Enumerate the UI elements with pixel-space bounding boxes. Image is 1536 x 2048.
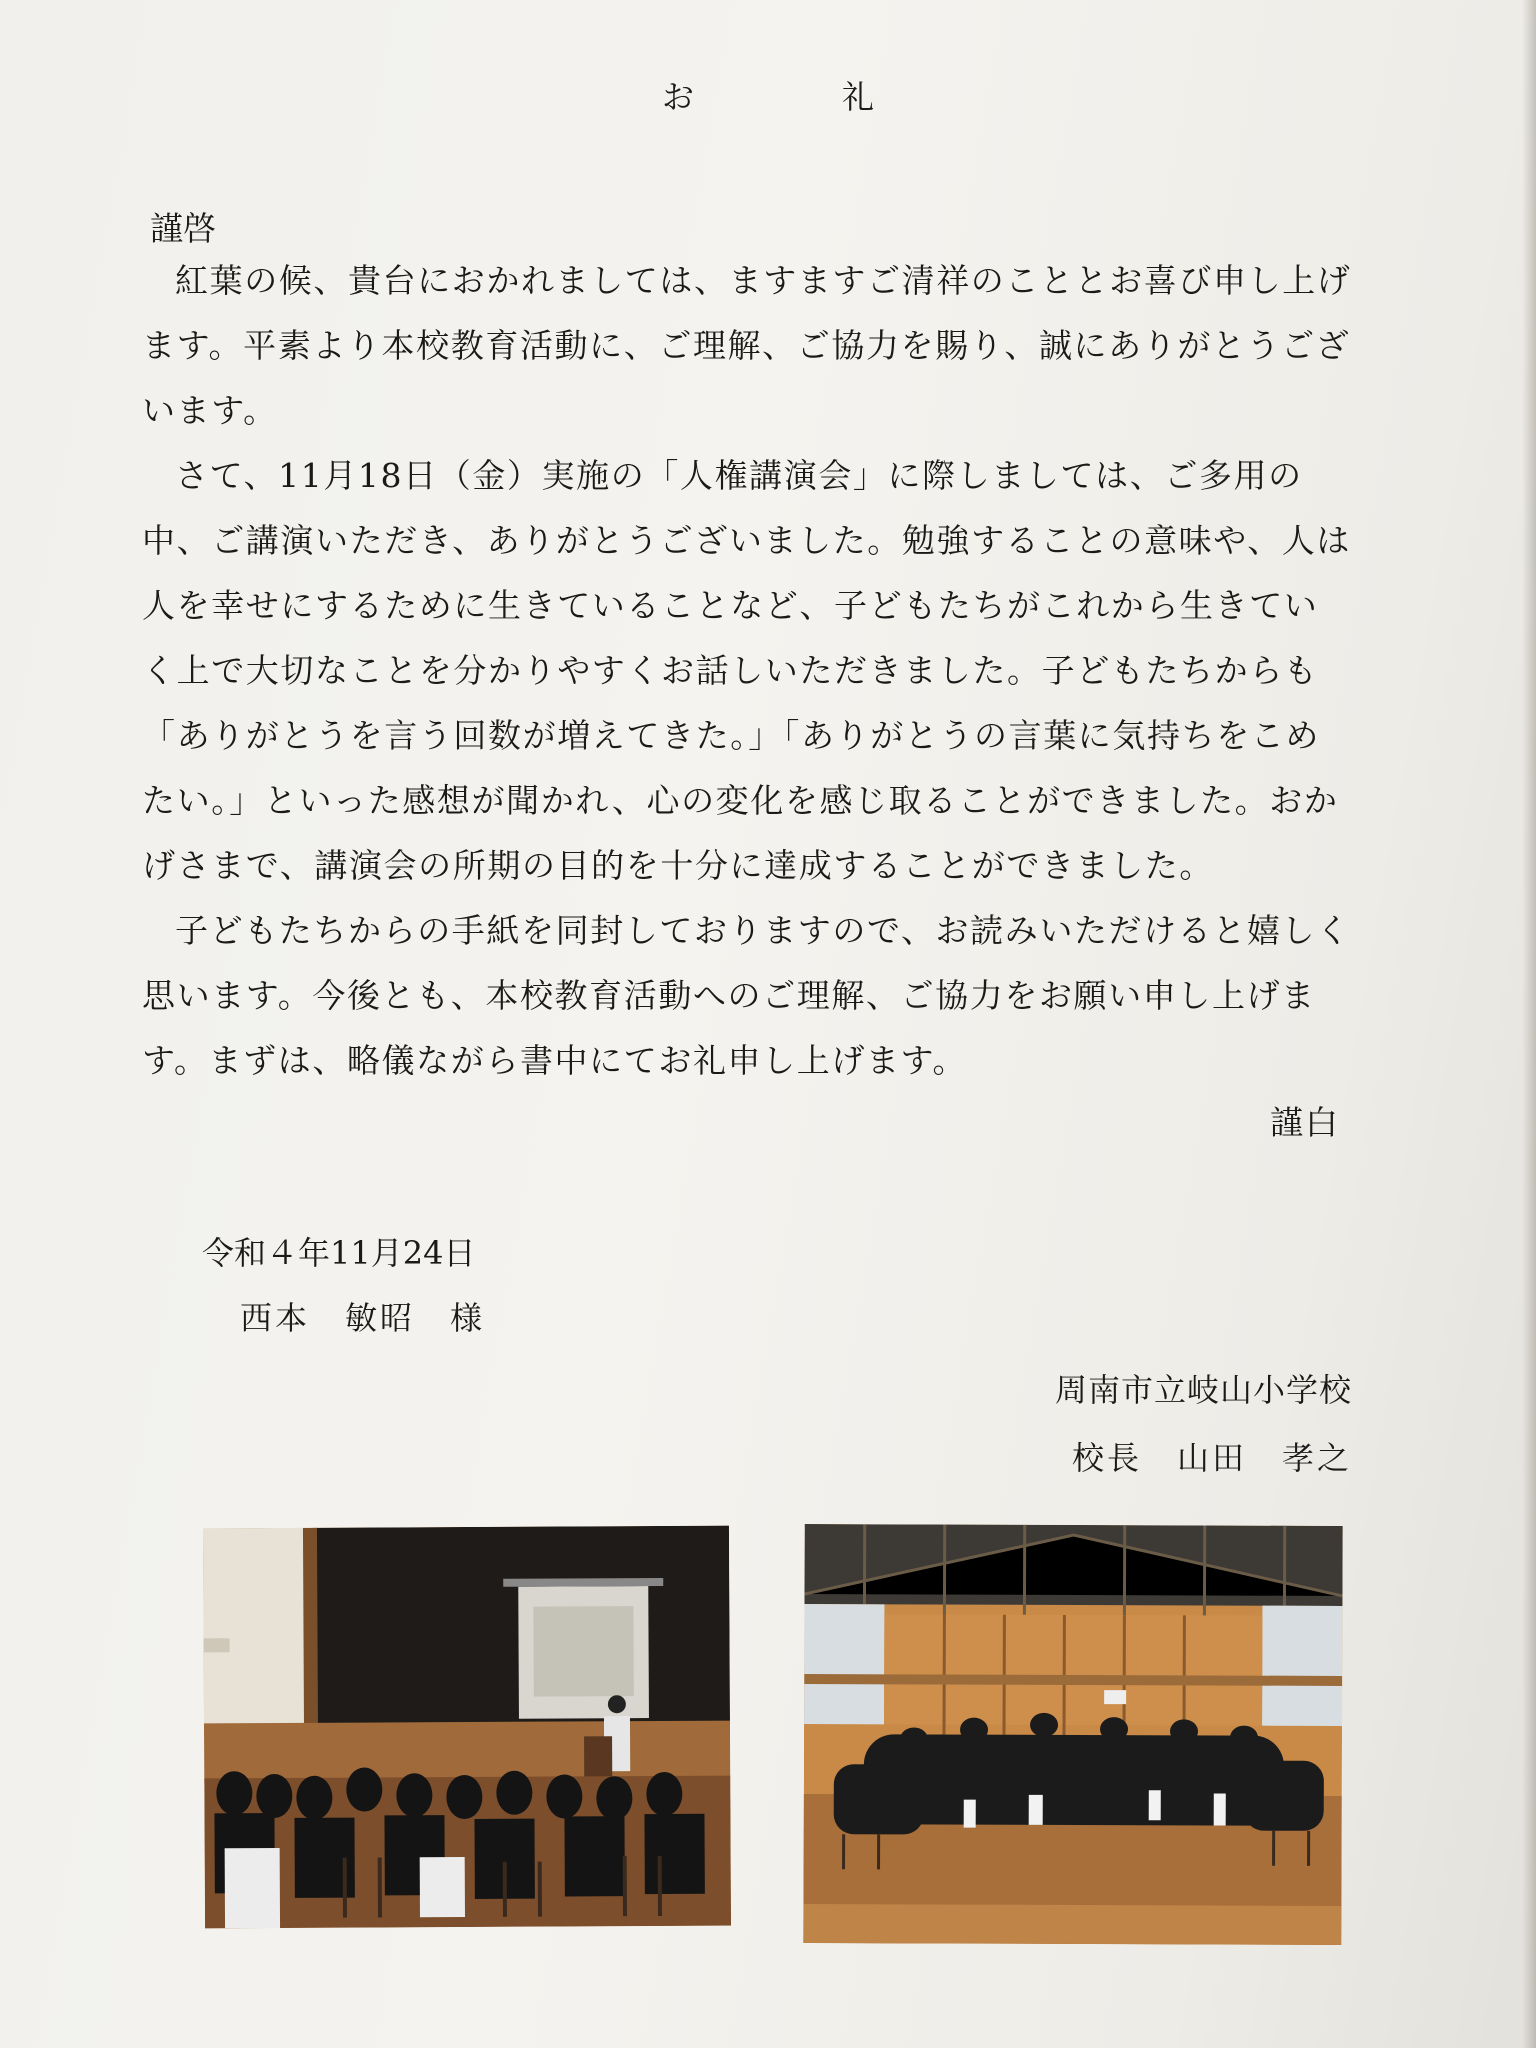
sender-principal: 校長 山田 孝之 [1071,1439,1352,1477]
salutation: 謹啓 [150,209,216,248]
paper-edge-shadow [1522,0,1536,2048]
paragraph-greeting: 紅葉の候、貴台におかれましては、ますますご清祥のこととお喜び申し上げます。平素より本校教育活動に、ご理解、ご協力を賜り、誠にありがとうございます。 [142,261,1352,430]
gymnasium-group-photo [803,1524,1342,1945]
letter-date: 令和４年11月24日 [202,1234,476,1272]
sender-school: 周南市立岐山小学校 [1054,1371,1352,1409]
lecture-photo [203,1526,731,1929]
letter-body [142,248,1352,1093]
letter-title: お 礼 [661,78,932,116]
recipient-name: 西本 敏昭 様 [240,1299,486,1337]
closing-word: 謹白 [1270,1103,1340,1142]
paragraph-thanks: さて、11月18日（金）実施の「人権講演会」に際しましては、ご多用の中、ご講演いただき、ありがとうございました。勉強することの意味や、人は人を幸せにするために生きていることなど、子どもたちがこれから生きていく上で大切なことを分かりやすくお話しいただきました。子どもたちからも「ありがとうを言う回数が増えてきた。」「ありがとうの言葉に気持ちをこめたい。」といった感想が聞かれ、心の変化を感じ取ることができました。おかげさまで、講演会の所期の目的を十分に達成することができました。 [142,456,1352,885]
paragraph-closing: 子どもたちからの手紙を同封しておりますので、お読みいただけると嬉しく思います。今後とも、本校教育活動へのご理解、ご協力をお願い申し上げます。まずは、略儀ながら書中にてお礼申し上げます。 [142,911,1351,1080]
